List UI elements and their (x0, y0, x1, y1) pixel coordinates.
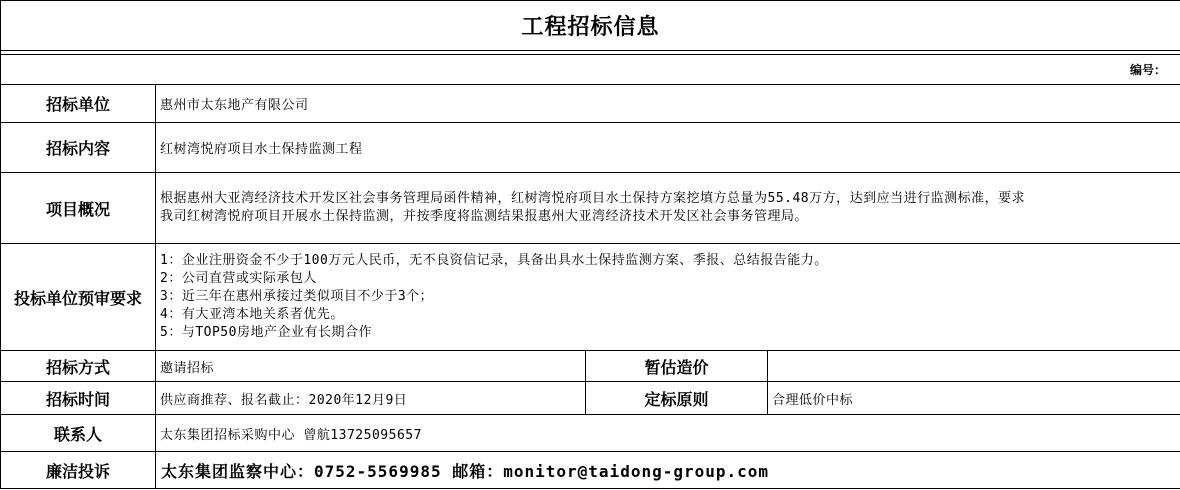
content-value: 红树湾悦府项目水土保持监测工程 (156, 123, 1180, 173)
prequal-line: 5：与TOP50房地产企业有长期合作 (160, 325, 372, 340)
time-value: 供应商推荐、报名截止：2020年12月9日 (156, 382, 586, 415)
prequal-line: 3：近三年在惠州承接过类似项目不少于3个； (160, 289, 434, 304)
estimate-value (768, 351, 1180, 382)
prequal-label: 投标单位预审要求 (1, 244, 156, 351)
content-label: 招标内容 (1, 123, 156, 173)
overview-value (156, 173, 1180, 244)
prequal-line: 2：公司直营或实际承包人 (160, 271, 317, 286)
overview-label: 项目概况 (1, 173, 156, 244)
prequal-line: 4：有大亚湾本地关系者优先。 (160, 307, 344, 322)
integrity-value: 太东集团监察中心：0752-5569985 邮箱：monitor@taidong-group.com (156, 452, 1180, 489)
prequal-line: 1：企业注册资金不少于100万元人民币，无不良资信记录，具备出具水土保持监测方案、季报、总结报告能力。 (160, 253, 828, 268)
method-value: 邀请招标 (156, 351, 586, 382)
integrity-label: 廉洁投诉 (1, 452, 156, 489)
contact-label: 联系人 (1, 415, 156, 452)
number-label: 编号： (1, 55, 1180, 85)
principle-label: 定标原则 (586, 382, 768, 415)
estimate-label: 暂估造价 (586, 351, 768, 382)
method-label: 招标方式 (1, 351, 156, 382)
overview-line: 我司红树湾悦府项目开展水土保持监测，并按季度将监测结果报惠州大亚湾经济技术开发区社会事务管理局。 (160, 209, 809, 224)
time-label: 招标时间 (1, 382, 156, 415)
prequal-value (156, 244, 1180, 351)
overview-line: 根据惠州大亚湾经济技术开发区社会事务管理局函件精神，红树湾悦府项目水土保持方案挖填方总量为55.48万方，达到应当进行监测标准，要求 (160, 191, 1026, 206)
principle-value: 合理低价中标 (768, 382, 1180, 415)
page-title: 工程招标信息 (1, 1, 1180, 51)
bidder-value: 惠州市太东地产有限公司 (156, 85, 1180, 123)
contact-value: 太东集团招标采购中心 曾航13725095657 (156, 415, 1180, 452)
bidder-label: 招标单位 (1, 85, 156, 123)
